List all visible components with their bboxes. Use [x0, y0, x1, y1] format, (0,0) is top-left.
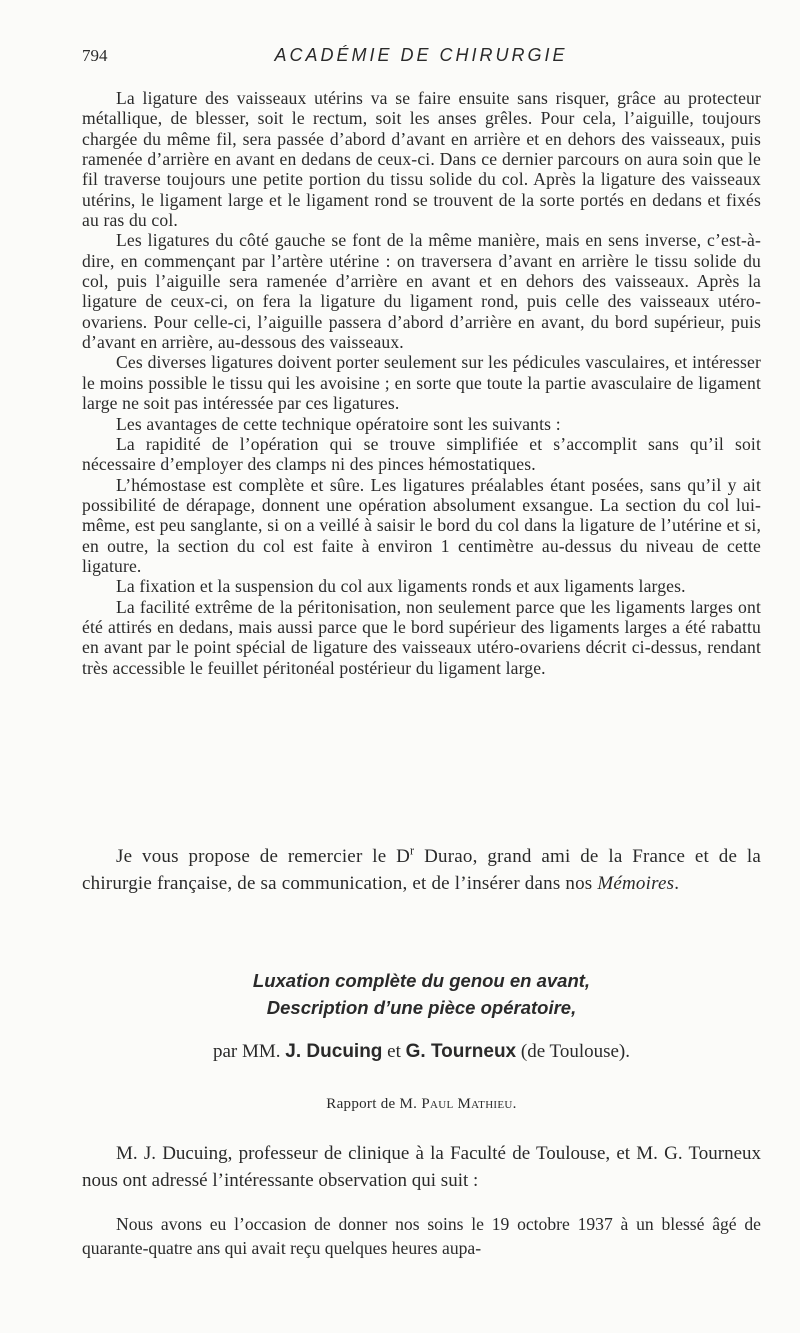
- paragraph: La rapidité de l’opération qui se trouve simplifiée et s’accomplit sans qu’il soit nécessaire d’employer des clamps ni des pinces hémostatiques.: [82, 433, 761, 475]
- conclusion-text-middle: Durao, grand ami de la France et de la chirurgie française, de sa communication, et de l’insérer dans nos: [82, 846, 761, 894]
- running-title: ACADÉMIE DE CHIRURGIE: [274, 45, 568, 65]
- page-header: [82, 42, 760, 72]
- byline-origin: (de Toulouse).: [520, 1041, 631, 1062]
- byline-et: et: [387, 1041, 401, 1062]
- page-number: 794: [82, 46, 108, 65]
- intro-text: [82, 1141, 761, 1194]
- paragraph: L’hémostase est complète et sûre. Les ligatures préalables étant posées, sans qu’il y ait possibilité de dérapage, donnent une opération absolument exsangue. La section du col lui-même, est peu sanglante, si on a veillé à saisir le bord du col dans la ligature de l’utérine et si, en outre, la section du col est faite à environ 1 centimètre au-dessus du niveau de cette ligature.: [82, 474, 761, 576]
- conclusion-paragraph: [82, 844, 761, 897]
- observation-text: [82, 1212, 761, 1260]
- memoires-italic: Mémoires: [597, 872, 675, 894]
- paragraph: La ligature des vaisseaux utérins va se faire ensuite sans risquer, grâce au protecteur métallique, de blesser, soit le rectum, soit les anses grêles. Pour cela, l’aiguille, toujours chargée du même fil, sera passée d’abord d’avant en arrière et en dehors des vaisseaux, puis ramenée d’arrière en avant en dedans de ceux-ci. Dans ce dernier parcours on aura soin que le fil traverse toujours une petite portion du tissu solide du col. Après la ligature des vaisseaux utérins, le ligament large et le ligament rond se trouvent de la sorte portés en dedans et fixés au ras du col.: [82, 88, 761, 231]
- doctor-superscript: r: [410, 843, 415, 858]
- observation-paragraph: Nous avons eu l’occasion de donner nos soins le 19 octobre 1937 à un blessé âgé de quarante-quatre ans qui avait reçu quelques heures aupa-: [82, 1214, 761, 1258]
- article-title-line-2: Description d’une pièce opératoire,: [266, 997, 577, 1018]
- paragraph: Les ligatures du côté gauche se font de la même manière, mais en sens inverse, c’est-à-dire, en commençant par l’artère utérine : on traversera d’avant en arrière le tissu solide du col, puis l’aiguille sera ramenée d’arrière en avant et en dehors des vaisseaux. Après la ligature de ceux-ci, on fera la ligature du ligament rond, puis celle des vaisseaux utéro-ovariens. Pour celle-ci, l’aiguille passera d’abord d’arrière en avant, du bord supérieur, puis d’avant en arrière, au-dessous des vaisseaux.: [82, 230, 761, 353]
- report-line: [82, 1096, 761, 1113]
- report-author: Paul Mathieu: [421, 1096, 513, 1112]
- conclusion-text-start: Je vous propose de remercier le D: [116, 846, 411, 867]
- author-1: J. Ducuing: [285, 1041, 383, 1062]
- article-title-line-1: Luxation complète du genou en avant,: [252, 970, 591, 991]
- byline-mm: MM.: [242, 1041, 281, 1062]
- paragraph: Les avantages de cette technique opératoire sont les suivants :: [116, 413, 561, 434]
- byline-par: par: [212, 1041, 238, 1062]
- paragraph: La fixation et la suspension du col aux ligaments ronds et aux ligaments larges.: [116, 576, 686, 597]
- conclusion-text-end: .: [674, 872, 680, 894]
- intro-paragraph: M. J. Ducuing, professeur de clinique à la Faculté de Toulouse, et M. G. Tourneux nous ont adressé l’intéressante observation qui suit :: [82, 1143, 761, 1191]
- paragraph: La facilité extrême de la péritonisation, non seulement parce que les ligaments larges ont été attirés en dedans, mais aussi parce que le bord supérieur des ligaments larges a été rabattu en avant par le point spécial de ligature des vaisseaux utéro-ovariens décrit ci-dessus, rendant très accessible le feuillet péritonéal postérieur du ligament large.: [82, 596, 761, 678]
- article-title: [82, 967, 761, 1021]
- body-text: [82, 88, 761, 678]
- paragraph: Ces diverses ligatures doivent porter seulement sur les pédicules vasculaires, et intéresser le moins possible le tissu qui les avoisine ; en sorte que toute la partie avasculaire de ligament large ne soit pas intéressée par ces ligatures.: [82, 352, 761, 414]
- report-prefix: Rapport de M.: [326, 1096, 418, 1112]
- conclusion: [82, 844, 761, 897]
- report-end: .: [512, 1096, 517, 1112]
- author-2: G. Tourneux: [405, 1041, 517, 1062]
- byline: [82, 1041, 761, 1063]
